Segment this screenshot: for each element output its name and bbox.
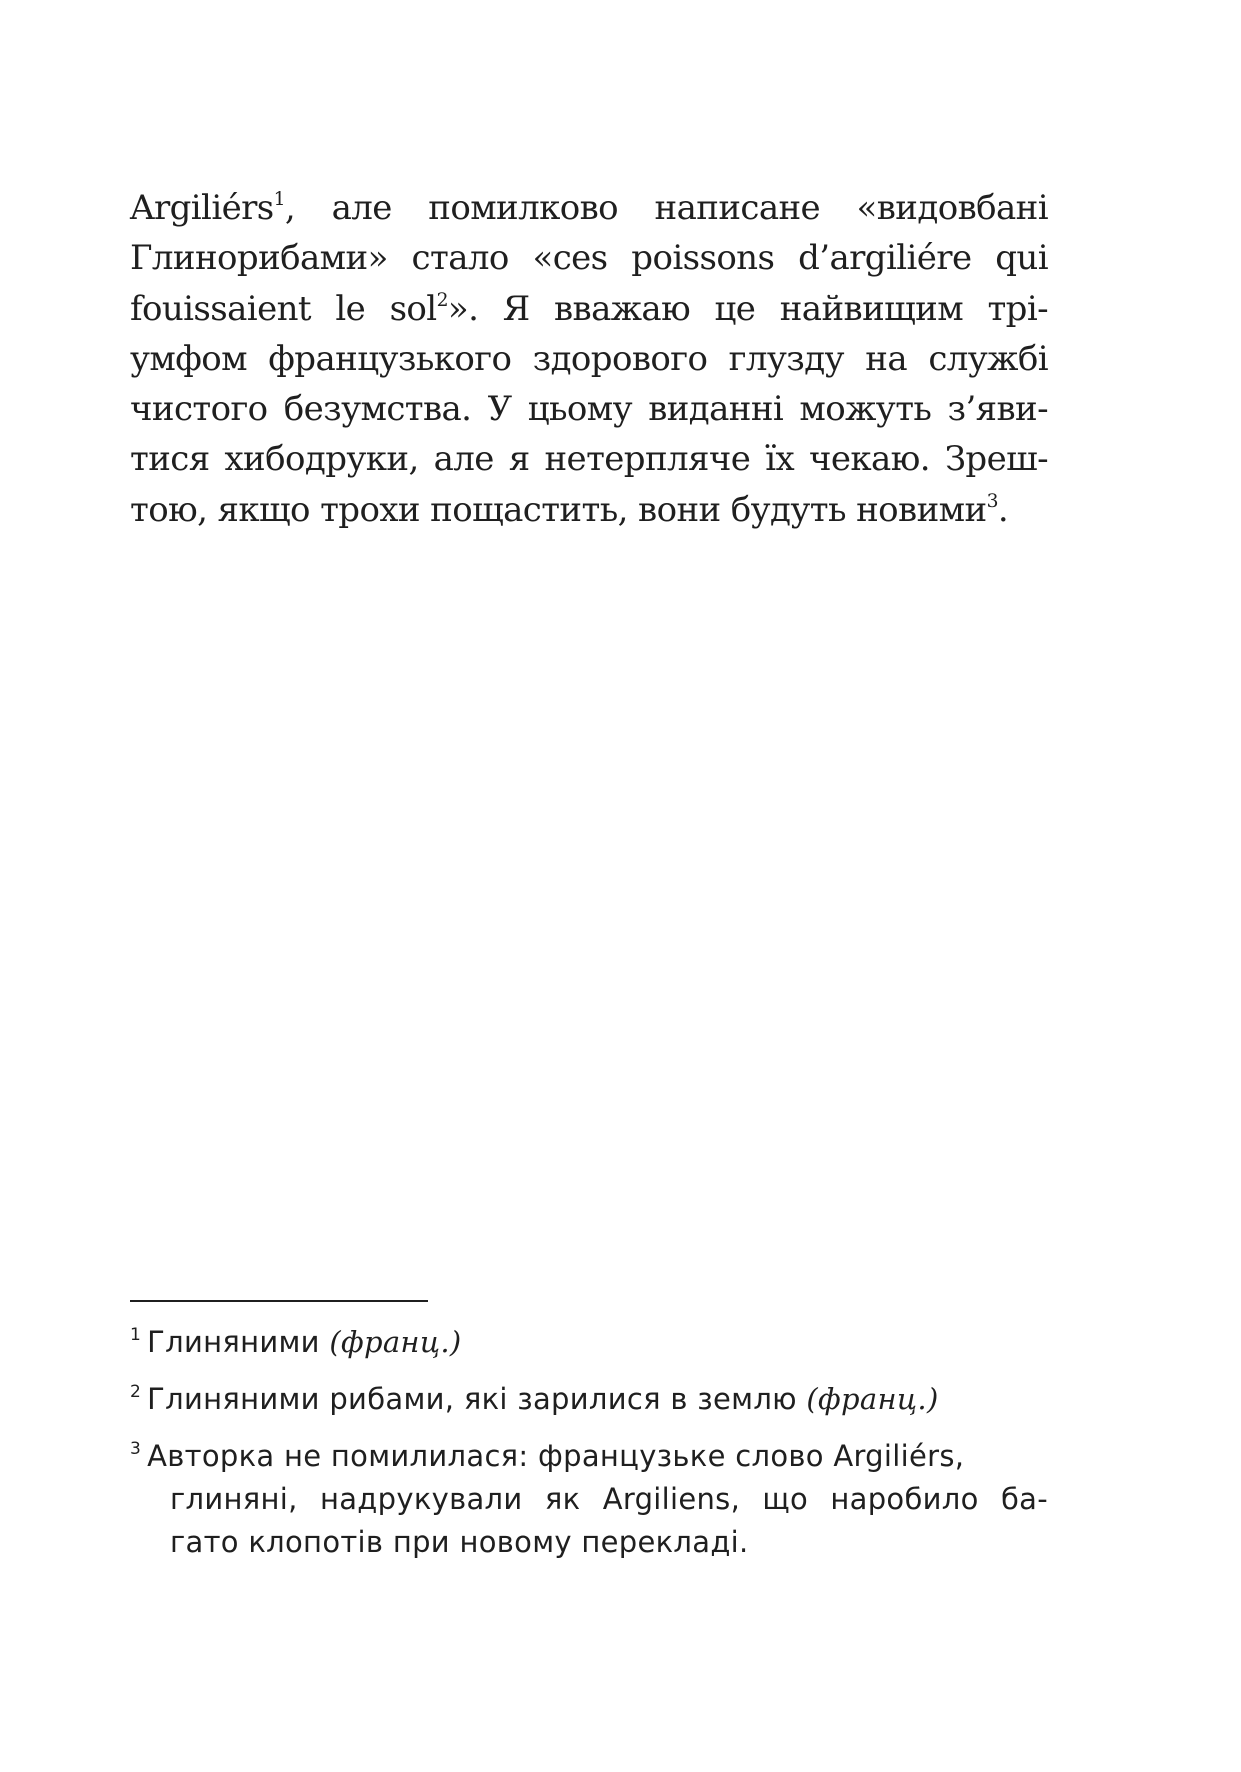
footnote-divider <box>130 1300 428 1302</box>
footnotes <box>130 1314 1048 1564</box>
footnote-line: глиняні, надрукували як Argiliens, що наробило ба- <box>170 1482 1048 1516</box>
body-line: умфом французького здорового глузду на службі <box>130 338 1048 379</box>
body-line: тою, якщо трохи пощастить, вони будуть новими$^3$. <box>130 489 1009 530</box>
footnote-1: $^1$ Глиняними (франц.) <box>130 1325 462 1359</box>
footnote-3 <box>130 1428 1048 1564</box>
footnote-line: $^3$ Авторка не помилилася: французьке слово Argiliérs, <box>130 1439 965 1473</box>
footnote-ref: 2 <box>436 289 448 311</box>
footnote-ref: 1 <box>273 188 285 210</box>
footnote-ref: 3 <box>986 490 998 512</box>
body-line: тися хибодруки, але я нетерпляче їх чекаю. Зреш- <box>130 439 1048 480</box>
footnote-line: гато клопотів при новому перекладі. <box>170 1525 749 1559</box>
body-line: Глинорибами» стало «ces poissons d’argiliére qui <box>130 238 1048 279</box>
body-paragraph <box>130 183 1048 535</box>
body-line: fouissaient le sol$^2$». Я вважаю це найвищим трі- <box>130 288 1049 329</box>
language-note: (франц.) <box>329 1325 462 1359</box>
body-line: Argiliérs$^1$, але помилково написане «видовбані <box>130 188 1048 228</box>
footnote-mark: 1 <box>130 1325 142 1345</box>
footnote-2: $^2$ Глиняними рибами, які зарилися в землю (франц.) <box>130 1382 939 1416</box>
body-line: чистого безумства. У цьому виданні можуть з’яви- <box>130 389 1048 430</box>
footnote-mark: 2 <box>130 1382 142 1402</box>
footnote-mark: 3 <box>130 1439 142 1459</box>
language-note: (франц.) <box>806 1382 939 1416</box>
